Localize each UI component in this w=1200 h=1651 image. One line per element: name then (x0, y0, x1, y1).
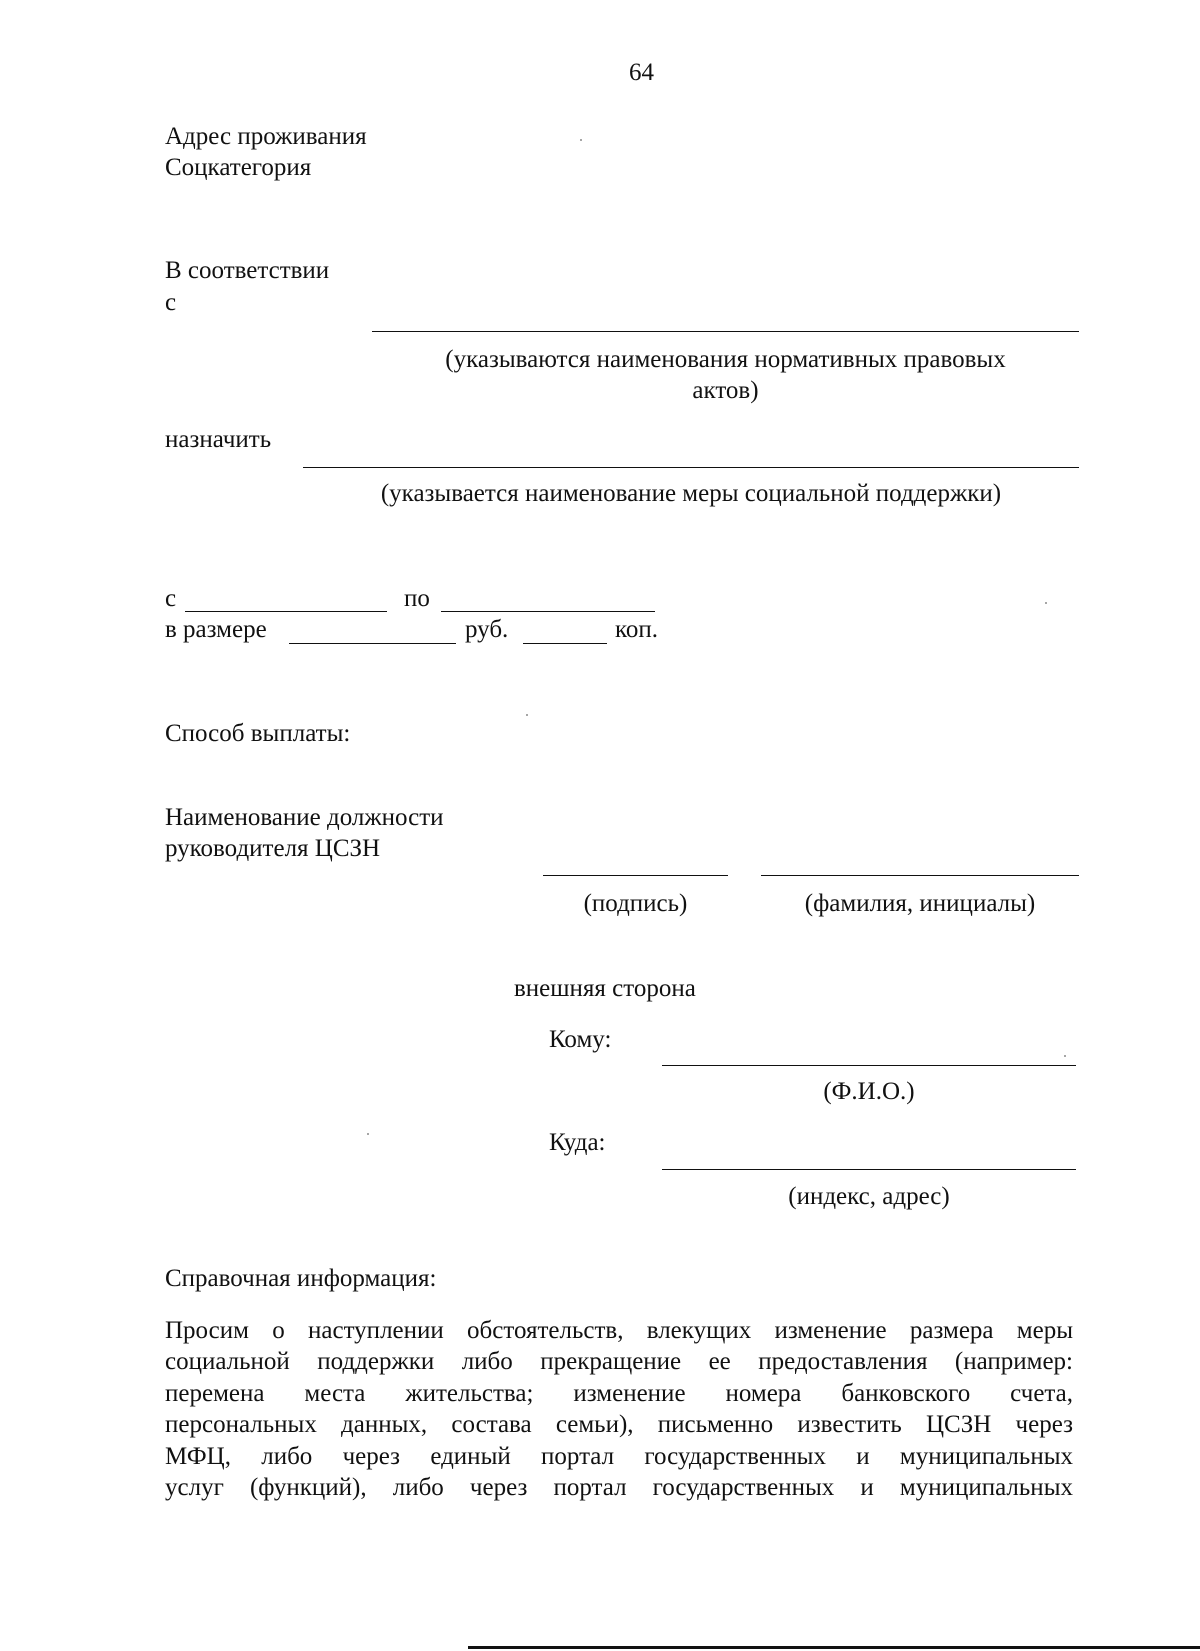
payment-method-label: Способ выплаты: (165, 720, 351, 747)
accordance-label-with: с (165, 289, 177, 316)
full-name-caption: (фамилия, инициалы) (804, 890, 1036, 917)
support-measure-caption: (указывается наименование меры социальной поддержки) (380, 480, 1002, 507)
period-from-field-line[interactable] (185, 611, 387, 612)
amount-label: в размере (165, 616, 267, 643)
category-label: Соцкатегория (165, 154, 312, 181)
position-label: Наименование должности (165, 804, 444, 831)
amount-kop-field-line[interactable] (523, 643, 607, 644)
kop-label: коп. (615, 616, 659, 643)
address-label: Адрес проживания (165, 123, 367, 150)
recipient-label: Кому: (549, 1026, 612, 1053)
reference-text-line: социальной поддержки либо прекращение ее предоставления (например: (165, 1348, 1073, 1375)
address-to-label: Куда: (549, 1129, 606, 1156)
recipient-field-line[interactable] (662, 1065, 1076, 1066)
reference-text-line: персональных данных, состава семьи), письменно известить ЦСЗН через (165, 1411, 1073, 1438)
support-measure-field-line[interactable] (303, 467, 1079, 468)
period-to-label: по (404, 585, 430, 612)
legal-acts-field-line[interactable] (372, 331, 1079, 332)
period-to-field-line[interactable] (441, 611, 655, 612)
page-number: 64 (629, 59, 654, 86)
accordance-label: В соответствии (165, 257, 330, 284)
reference-text-line: Просим о наступлении обстоятельств, влекущих изменение размера меры (165, 1317, 1073, 1344)
amount-rub-field-line[interactable] (289, 643, 456, 644)
scan-bottom-edge (468, 1646, 1200, 1649)
rub-label: руб. (465, 616, 509, 643)
postal-address-caption: (индекс, адрес) (788, 1183, 950, 1210)
recipient-caption: (Ф.И.О.) (823, 1078, 915, 1105)
scan-speck (526, 714, 528, 716)
outer-side-title: внешняя сторона (514, 975, 696, 1002)
scan-speck (580, 139, 582, 141)
scan-speck (1045, 602, 1047, 604)
assign-label: назначить (165, 426, 272, 453)
period-from-label: с (165, 585, 177, 612)
reference-text-line: услуг (функций), либо через портал государственных и муниципальных (165, 1474, 1073, 1501)
scan-speck (1064, 1055, 1066, 1057)
legal-acts-caption-cont: актов) (692, 377, 759, 404)
reference-text-line: перемена места жительства; изменение номера банковского счета, (165, 1380, 1073, 1407)
legal-acts-caption: (указываются наименования нормативных правовых (445, 346, 1006, 373)
position-label-cont: руководителя ЦСЗН (165, 835, 381, 862)
signature-caption: (подпись) (583, 890, 688, 917)
reference-text-line: МФЦ, либо через единый портал государственных и муниципальных (165, 1443, 1073, 1470)
scan-speck (367, 1133, 369, 1135)
postal-address-field-line[interactable] (662, 1169, 1076, 1170)
signature-field-line[interactable] (543, 875, 728, 876)
full-name-field-line[interactable] (761, 875, 1079, 876)
reference-title: Справочная информация: (165, 1265, 437, 1292)
